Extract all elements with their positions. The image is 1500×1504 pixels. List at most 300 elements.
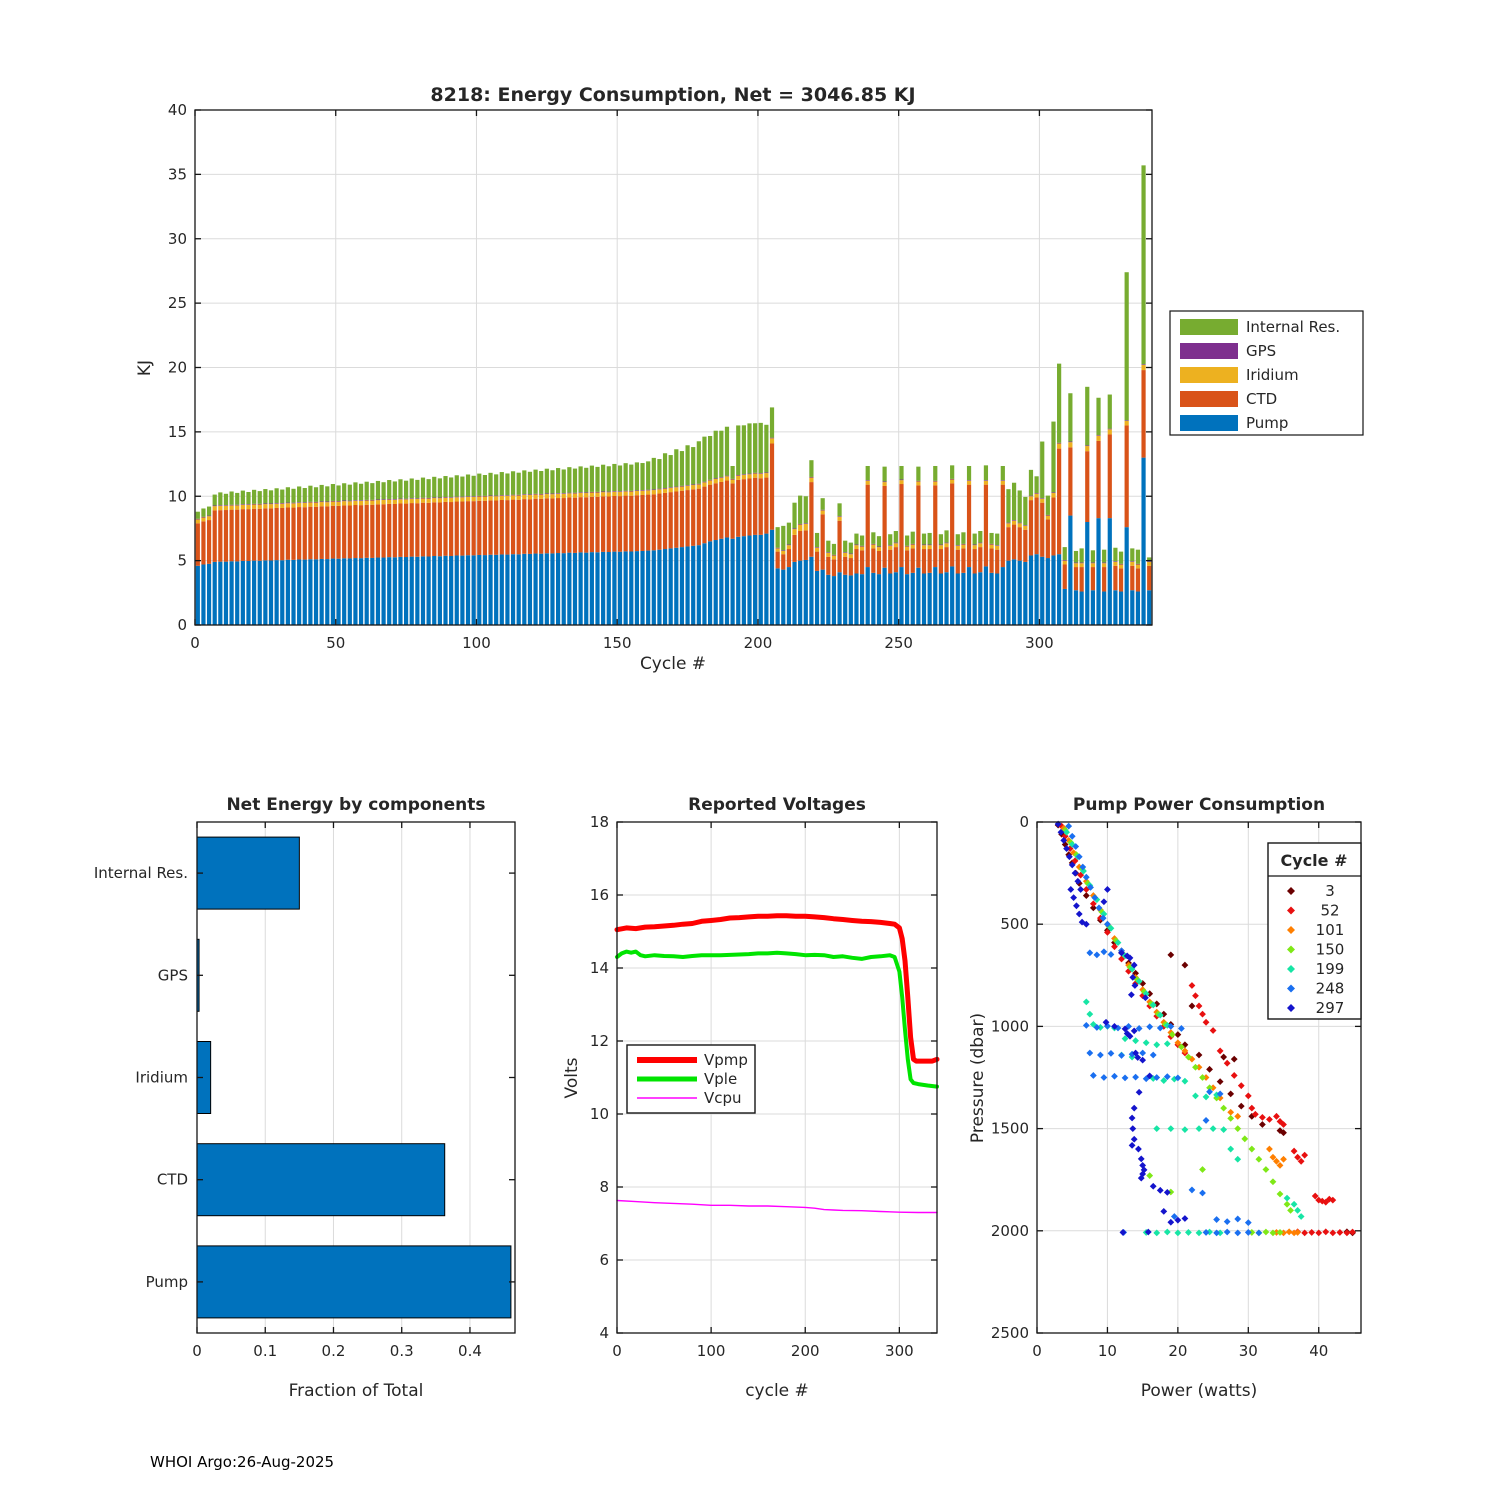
bar-segment [843, 552, 847, 553]
bar-segment [792, 562, 796, 625]
bar-segment [229, 561, 233, 625]
bar-segment [685, 486, 689, 490]
bar-segment [342, 501, 346, 505]
bar-segment [601, 491, 605, 492]
bar-segment [365, 482, 369, 500]
bar-segment [1074, 567, 1078, 590]
scatter-point-150 [1199, 1074, 1206, 1081]
bar-segment [381, 504, 385, 557]
x-tick-label: 0 [1032, 1342, 1042, 1360]
bar-segment [579, 492, 583, 493]
bar-segment [1119, 564, 1123, 565]
bar-segment [928, 573, 932, 625]
bar-segment [933, 466, 937, 481]
bar-segment [455, 555, 459, 625]
scatter-point-199 [1153, 1125, 1160, 1132]
bar-segment [933, 485, 937, 567]
bar-segment [792, 535, 796, 562]
bar-segment [685, 445, 689, 485]
bar-segment [252, 561, 256, 625]
bar-segment [308, 507, 312, 560]
bar-segment [325, 502, 329, 506]
bar-segment [731, 483, 735, 538]
bar-segment [612, 496, 616, 552]
bar-segment [624, 491, 628, 492]
bar-segment [995, 574, 999, 626]
bar-segment [787, 545, 791, 549]
x-tick-label: 50 [326, 634, 346, 652]
bar-segment [303, 503, 307, 507]
scatter-point-248 [1245, 1229, 1252, 1236]
y-tick-label: 15 [167, 422, 187, 441]
bar-segment [759, 535, 763, 625]
pump-x-axis-label: Power (watts) [1140, 1381, 1258, 1401]
net-category-labels [94, 864, 515, 1291]
bar-segment [1057, 554, 1061, 625]
bar-segment [1080, 563, 1084, 567]
scatter-point-248 [1139, 1050, 1146, 1057]
pump-chart-title: Pump Power Consumption [1072, 795, 1326, 815]
scatter-point-248 [1086, 949, 1093, 956]
bar-segment [348, 506, 352, 559]
bar-segment [978, 547, 982, 572]
scatter-point-199 [1083, 998, 1090, 1005]
bar-segment [826, 557, 830, 575]
scatter-point-52 [1196, 1003, 1203, 1010]
bar-segment [899, 567, 903, 625]
bar-segment [888, 574, 892, 626]
bar-segment [1051, 498, 1055, 556]
bar-segment [1034, 476, 1038, 493]
bar-segment [922, 545, 926, 546]
bar-segment [1136, 564, 1140, 565]
bar-segment [410, 503, 414, 557]
bar-segment [1023, 562, 1027, 625]
bar-segment [967, 481, 971, 485]
bar-segment [607, 466, 611, 491]
bar-segment [201, 508, 205, 516]
bar-segment [320, 501, 324, 502]
bar-segment [877, 574, 881, 625]
scatter-point-297 [1160, 1208, 1167, 1215]
net-chart-title: Net Energy by components [226, 795, 486, 815]
bar-segment [950, 566, 954, 625]
bar-segment [432, 497, 436, 498]
scatter-point-52 [1245, 1092, 1252, 1099]
pump-legend-label-101: 101 [1315, 921, 1345, 939]
volt-legend [627, 1045, 755, 1113]
bar-segment [612, 552, 616, 625]
bar-segment [314, 503, 318, 507]
bar-segment [275, 488, 279, 503]
bar-segment [1023, 525, 1027, 526]
bar-segment [443, 476, 447, 497]
bar-segment [477, 474, 481, 496]
bar-segment [483, 501, 487, 555]
bar-segment [933, 567, 937, 625]
bar-segment [646, 490, 650, 491]
scatter-point-297 [1150, 1183, 1157, 1190]
bar-segment [989, 545, 993, 549]
bar-segment [1113, 561, 1117, 562]
bar-segment [899, 480, 903, 484]
bar-segment [854, 534, 858, 545]
bar-segment [466, 555, 470, 625]
voltages-chart [562, 795, 937, 1401]
bar-segment [511, 495, 515, 496]
bar-segment [421, 503, 425, 557]
bar-segment [342, 558, 346, 625]
bar-segment [511, 500, 515, 555]
bar-segment [742, 474, 746, 475]
scatter-point-297 [1131, 1105, 1138, 1112]
bar-segment [387, 500, 391, 504]
bar-segment [404, 499, 408, 500]
bar-segment [899, 480, 903, 481]
bar-segment [241, 509, 245, 561]
bar-segment [1006, 523, 1010, 524]
bar-segment [235, 505, 239, 509]
bar-segment [348, 558, 352, 625]
bar-segment [421, 556, 425, 625]
bar-segment [1091, 590, 1095, 625]
bar-segment [449, 556, 453, 625]
bar-segment [590, 552, 594, 625]
bar-segment [381, 482, 385, 499]
bar-segment [680, 486, 684, 490]
y-tick-label: 25 [167, 294, 187, 313]
scatter-point-199 [1143, 1039, 1150, 1046]
bar-segment [1108, 434, 1112, 518]
bar-segment [883, 486, 887, 568]
bar-segment [1040, 503, 1044, 557]
bar-segment [229, 505, 233, 509]
scatter-point-150 [1284, 1201, 1291, 1208]
bar-segment [804, 523, 808, 524]
bar-segment [488, 555, 492, 625]
bar-segment [629, 491, 633, 492]
bar-segment [883, 482, 887, 486]
bar-segment [939, 549, 943, 573]
bar-segment [860, 536, 864, 546]
bar-segment [1029, 470, 1033, 496]
bar-segment [336, 501, 340, 502]
bar-segment [235, 493, 239, 505]
bar-segment [1029, 496, 1033, 497]
y-tick-label: 16 [589, 886, 609, 904]
bar-segment [320, 502, 324, 506]
bar-segment [528, 495, 532, 499]
scatter-point-52 [1273, 1113, 1280, 1120]
bar-segment [894, 572, 898, 625]
bar-segment [708, 480, 712, 481]
bar-segment [297, 486, 301, 502]
pump-legend-label-52: 52 [1320, 901, 1340, 920]
scatter-point-52 [1238, 1082, 1245, 1089]
bar-segment [269, 508, 273, 560]
bar-segment [798, 496, 802, 524]
bar-segment [466, 474, 470, 496]
bar-segment [213, 495, 217, 506]
bar-segment [213, 562, 217, 625]
scatter-point-150 [1199, 1166, 1206, 1173]
scatter-point-101 [1280, 1156, 1287, 1163]
bar-segment [336, 485, 340, 501]
scatter-point-248 [1199, 1190, 1206, 1197]
scatter-point-150 [1263, 1166, 1270, 1173]
bar-segment [1096, 441, 1100, 518]
scatter-point-199 [1294, 1207, 1301, 1214]
bar-segment [657, 459, 661, 489]
bar-segment [258, 504, 262, 508]
bar-segment [590, 466, 594, 492]
bar-segment [640, 495, 644, 551]
scatter-point-297 [1067, 886, 1074, 893]
bar-segment [894, 543, 898, 544]
scatter-point-248 [1090, 1072, 1097, 1079]
bar-segment [888, 550, 892, 574]
y-tick-label: 8 [599, 1178, 609, 1196]
bar-segment [984, 485, 988, 567]
bar-segment [781, 550, 785, 551]
bar-segment [956, 534, 960, 545]
bar-segment [460, 497, 464, 501]
scatter-point-199 [1298, 1213, 1305, 1220]
bar-segment [376, 481, 380, 500]
bar-segment [984, 481, 988, 485]
bar-segment [1040, 498, 1044, 499]
bar-segment [483, 496, 487, 497]
bar-segment [798, 561, 802, 625]
bar-segment [1051, 493, 1055, 498]
bar-segment [832, 555, 836, 556]
bar-segment [1102, 563, 1106, 567]
bar-segment [922, 549, 926, 573]
bar-segment [550, 553, 554, 625]
bar-segment [967, 480, 971, 481]
hbar-3 [197, 1144, 445, 1216]
bar-segment [635, 491, 639, 495]
bar-segment [218, 506, 222, 510]
energy-bars [196, 165, 1152, 625]
bar-segment [1063, 564, 1067, 588]
bar-segment [612, 492, 616, 496]
bar-segment [646, 490, 650, 494]
bar-segment [866, 480, 870, 481]
bar-segment [989, 544, 993, 545]
bar-segment [1130, 566, 1134, 590]
bar-segment [691, 546, 695, 625]
bar-segment [1034, 498, 1038, 555]
bar-segment [291, 503, 295, 504]
scatter-point-52 [1322, 1228, 1329, 1235]
scatter-point-248 [1224, 1218, 1231, 1225]
bar-segment [432, 556, 436, 625]
bar-segment [275, 508, 279, 560]
bar-segment [303, 560, 307, 625]
pump-legend-label-3: 3 [1325, 882, 1335, 900]
bar-segment [911, 573, 915, 625]
scatter-point-248 [1111, 1073, 1118, 1080]
bar-segment [263, 489, 267, 503]
scatter-point-297 [1120, 1229, 1127, 1236]
bar-segment [804, 524, 808, 530]
bar-segment [275, 504, 279, 508]
bar-segment [714, 479, 718, 483]
bar-segment [674, 449, 678, 486]
bar-segment [792, 529, 796, 535]
bar-segment [1057, 443, 1061, 448]
bar-segment [398, 557, 402, 625]
bar-segment [984, 465, 988, 480]
bar-segment [747, 474, 751, 475]
bar-segment [1125, 527, 1129, 625]
bar-segment [871, 532, 875, 544]
bar-segment [995, 534, 999, 546]
scatter-point-3 [1259, 1121, 1266, 1128]
pump-legend-label-199: 199 [1315, 960, 1345, 978]
bar-segment [1001, 567, 1005, 625]
bar-segment [325, 559, 329, 625]
category-label: CTD [156, 1170, 188, 1189]
bar-segment [353, 558, 357, 625]
scatter-point-150 [1220, 1105, 1227, 1112]
energy-legend-label-internal: Internal Res. [1246, 318, 1341, 336]
bar-segment [1125, 272, 1129, 420]
bar-segment [342, 483, 346, 500]
bar-segment [410, 498, 414, 499]
bar-segment [888, 534, 892, 545]
bar-segment [308, 486, 312, 502]
bar-segment [989, 573, 993, 625]
bar-segment [246, 505, 250, 509]
bar-segment [753, 535, 757, 625]
bar-segment [308, 559, 312, 625]
bar-segment [973, 545, 977, 549]
bar-segment [826, 553, 830, 557]
bar-segment [787, 567, 791, 625]
bar-segment [308, 502, 312, 503]
bar-segment [747, 474, 751, 478]
scatter-point-52 [1266, 1116, 1273, 1123]
bar-segment [1051, 422, 1055, 493]
bar-segment [753, 478, 757, 535]
bar-segment [505, 496, 509, 500]
bar-segment [320, 485, 324, 501]
bar-segment [685, 490, 689, 546]
bar-segment [1029, 500, 1033, 555]
bar-segment [1057, 443, 1061, 444]
bar-segment [702, 437, 706, 482]
bar-segment [776, 548, 780, 551]
scatter-point-248 [1086, 1050, 1093, 1057]
bar-segment [854, 545, 858, 549]
bar-segment [500, 495, 504, 496]
scatter-point-52 [1199, 1011, 1206, 1018]
bar-segment [702, 482, 706, 483]
bar-segment [297, 503, 301, 507]
bar-segment [1023, 497, 1027, 525]
bar-segment [1068, 442, 1072, 447]
bar-segment [539, 495, 543, 499]
bar-segment [1057, 449, 1061, 555]
bar-segment [809, 557, 813, 625]
bar-segment [764, 478, 768, 534]
bar-segment [798, 531, 802, 561]
bar-segment [894, 531, 898, 543]
bar-segment [280, 560, 284, 625]
bar-segment [804, 496, 808, 523]
y-tick-label: 2500 [990, 1324, 1029, 1342]
bar-segment [246, 561, 250, 625]
bar-segment [629, 465, 633, 491]
bar-segment [950, 465, 954, 479]
scatter-point-297 [1072, 870, 1079, 877]
bar-segment [916, 568, 920, 625]
bar-segment [556, 493, 560, 494]
bar-segment [275, 560, 279, 625]
bar-segment [714, 478, 718, 479]
bar-segment [888, 545, 892, 546]
bar-segment [286, 503, 290, 504]
bar-segment [325, 506, 329, 559]
bar-segment [719, 478, 723, 482]
bar-segment [483, 475, 487, 496]
scatter-point-297 [1129, 1115, 1136, 1122]
bar-segment [747, 423, 751, 473]
bar-segment [1080, 592, 1084, 625]
bar-segment [781, 554, 785, 569]
y-tick-label: 0 [1019, 813, 1029, 831]
bar-segment [680, 451, 684, 486]
bar-segment [618, 496, 622, 552]
bar-segment [511, 554, 515, 625]
volt-chart-title: Reported Voltages [688, 795, 866, 815]
bar-segment [922, 574, 926, 626]
bar-segment [837, 517, 841, 521]
ctd-swatch [1180, 391, 1238, 407]
bar-segment [291, 560, 295, 625]
bar-segment [427, 479, 431, 498]
bar-segment [1012, 559, 1016, 625]
scatter-point-297 [1128, 991, 1135, 998]
scatter-point-52 [1203, 1019, 1210, 1026]
bar-segment [370, 505, 374, 558]
bar-segment [944, 572, 948, 625]
bar-segment [871, 548, 875, 572]
bar-segment [393, 481, 397, 499]
bar-segment [449, 498, 453, 502]
bar-segment [950, 483, 954, 566]
bar-segment [905, 536, 909, 546]
scatter-point-297 [1136, 1089, 1143, 1096]
gps-swatch [1180, 343, 1238, 359]
bar-segment [224, 505, 228, 506]
bar-segment [579, 493, 583, 497]
bar-segment [764, 472, 768, 473]
bar-segment [398, 503, 402, 556]
bar-segment [618, 465, 622, 491]
energy-y-axis-label: KJ [135, 359, 155, 377]
scatter-point-248 [1234, 1216, 1241, 1223]
bar-segment [1051, 555, 1055, 625]
bar-segment [995, 546, 999, 550]
bar-segment [1113, 590, 1117, 625]
bar-segment [207, 520, 211, 564]
bar-segment [196, 519, 200, 523]
bar-segment [1006, 527, 1010, 560]
bar-segment [579, 466, 583, 492]
